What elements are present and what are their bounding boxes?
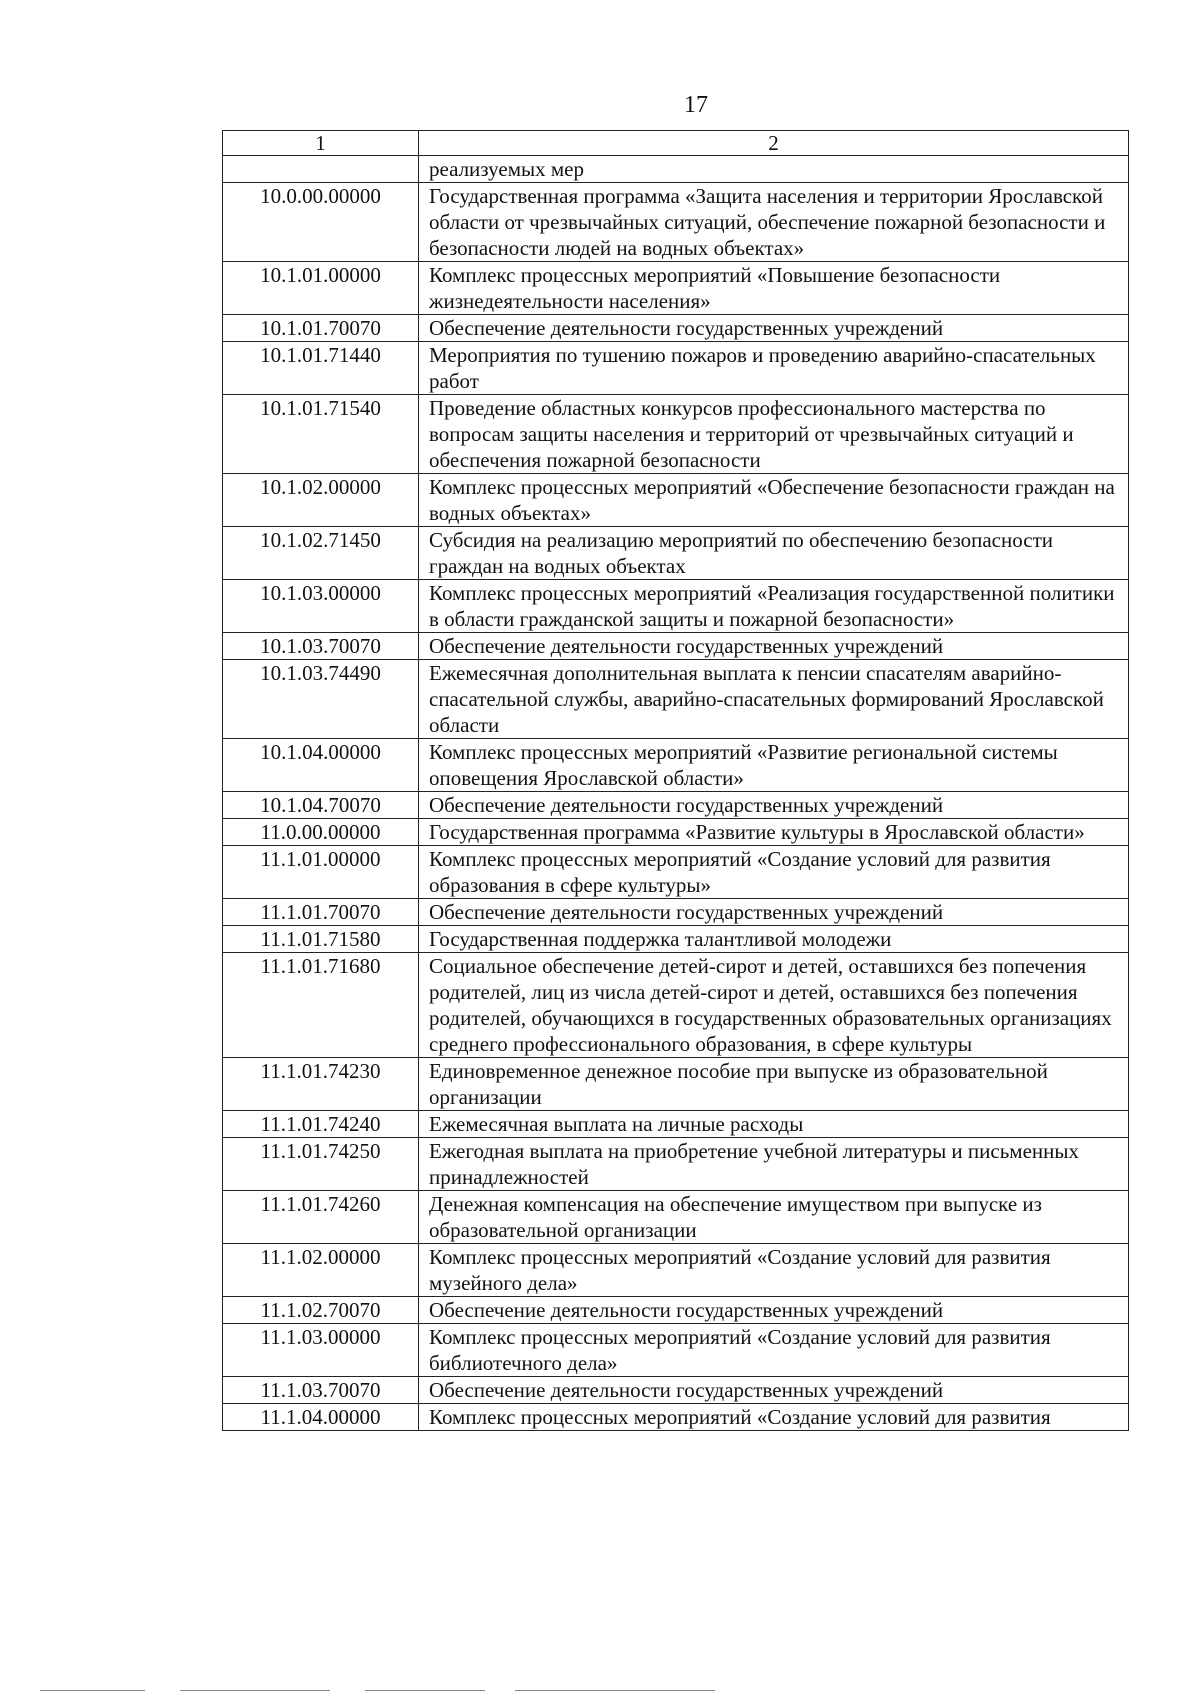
row-description: реализуемых мер — [419, 156, 1129, 183]
table-row — [223, 474, 1129, 527]
table-row — [223, 926, 1129, 953]
row-code: 11.1.01.00000 — [223, 846, 419, 899]
row-code: 10.1.03.74490 — [223, 660, 419, 739]
row-description: Обеспечение деятельности государственных учреждений — [419, 792, 1129, 819]
table-row — [223, 156, 1129, 183]
row-description: Государственная поддержка талантливой молодежи — [419, 926, 1129, 953]
row-description: Комплекс процессных мероприятий «Повышение безопасности жизнедеятельности населения» — [419, 262, 1129, 315]
table-row — [223, 1058, 1129, 1111]
row-description: Единовременное денежное пособие при выпуске из образовательной организации — [419, 1058, 1129, 1111]
row-code: 10.1.04.00000 — [223, 739, 419, 792]
document-table — [222, 130, 1129, 1431]
table-row — [223, 395, 1129, 474]
row-code: 11.0.00.00000 — [223, 819, 419, 846]
row-code: 10.1.01.71540 — [223, 395, 419, 474]
table-row — [223, 1244, 1129, 1297]
row-description: Ежегодная выплата на приобретение учебной литературы и письменных принадлежностей — [419, 1138, 1129, 1191]
row-description: Обеспечение деятельности государственных учреждений — [419, 633, 1129, 660]
table-row — [223, 660, 1129, 739]
row-code: 11.1.01.70070 — [223, 899, 419, 926]
table-row — [223, 1297, 1129, 1324]
row-code: 11.1.02.00000 — [223, 1244, 419, 1297]
row-description: Обеспечение деятельности государственных учреждений — [419, 899, 1129, 926]
table-row — [223, 183, 1129, 262]
row-description: Социальное обеспечение детей-сирот и детей, оставшихся без попечения родителей, лиц из числа детей-сирот и детей, оставшихся без попечения родителей, обучающихся в государственных образовательных организациях среднего профессионального образования, в сфере культуры — [419, 953, 1129, 1058]
row-description: Ежемесячная дополнительная выплата к пенсии спасателям аварийно-спасательной службы, аварийно-спасательных формирований Ярославской области — [419, 660, 1129, 739]
row-code: 10.1.04.70070 — [223, 792, 419, 819]
table-row — [223, 846, 1129, 899]
row-description: Ежемесячная выплата на личные расходы — [419, 1111, 1129, 1138]
row-description: Обеспечение деятельности государственных учреждений — [419, 1377, 1129, 1404]
row-description: Мероприятия по тушению пожаров и проведению аварийно-спасательных работ — [419, 342, 1129, 395]
column-header-2: 2 — [419, 131, 1129, 156]
page-number: 17 — [684, 92, 708, 118]
row-code: 11.1.01.71580 — [223, 926, 419, 953]
scan-artifact-lines — [0, 1690, 1200, 1692]
row-code: 11.1.04.00000 — [223, 1404, 419, 1431]
table-row — [223, 315, 1129, 342]
row-description: Субсидия на реализацию мероприятий по обеспечению безопасности граждан на водных объектах — [419, 527, 1129, 580]
row-code: 10.1.01.00000 — [223, 262, 419, 315]
table-row — [223, 1404, 1129, 1431]
table-row — [223, 1377, 1129, 1404]
row-description: Государственная программа «Защита населения и территории Ярославской области от чрезвычайных ситуаций, обеспечение пожарной безопасности и безопасности людей на водных объектах» — [419, 183, 1129, 262]
row-code: 11.1.01.74230 — [223, 1058, 419, 1111]
row-code: 11.1.01.74260 — [223, 1191, 419, 1244]
table-row — [223, 1138, 1129, 1191]
document-table-container — [222, 130, 1128, 1431]
row-description: Комплекс процессных мероприятий «Создание условий для развития библиотечного дела» — [419, 1324, 1129, 1377]
row-description: Комплекс процессных мероприятий «Развитие региональной системы оповещения Ярославской области» — [419, 739, 1129, 792]
row-description: Комплекс процессных мероприятий «Создание условий для развития — [419, 1404, 1129, 1431]
table-row — [223, 1111, 1129, 1138]
table-row — [223, 633, 1129, 660]
table-row — [223, 739, 1129, 792]
row-code: 10.1.03.00000 — [223, 580, 419, 633]
row-description: Проведение областных конкурсов профессионального мастерства по вопросам защиты населения и территорий от чрезвычайных ситуаций и обеспечения пожарной безопасности — [419, 395, 1129, 474]
row-description: Комплекс процессных мероприятий «Создание условий для развития образования в сфере культуры» — [419, 846, 1129, 899]
table-row — [223, 262, 1129, 315]
row-description: Обеспечение деятельности государственных учреждений — [419, 1297, 1129, 1324]
table-row — [223, 953, 1129, 1058]
table-row — [223, 1191, 1129, 1244]
row-code: 11.1.01.74240 — [223, 1111, 419, 1138]
row-description: Денежная компенсация на обеспечение имуществом при выпуске из образовательной организации — [419, 1191, 1129, 1244]
row-code — [223, 156, 419, 183]
table-row — [223, 899, 1129, 926]
table-row — [223, 342, 1129, 395]
row-description: Комплекс процессных мероприятий «Обеспечение безопасности граждан на водных объектах» — [419, 474, 1129, 527]
row-description: Комплекс процессных мероприятий «Создание условий для развития музейного дела» — [419, 1244, 1129, 1297]
row-code: 10.1.03.70070 — [223, 633, 419, 660]
table-row — [223, 580, 1129, 633]
table-row — [223, 792, 1129, 819]
row-description: Обеспечение деятельности государственных учреждений — [419, 315, 1129, 342]
row-code: 10.1.01.71440 — [223, 342, 419, 395]
row-code: 11.1.02.70070 — [223, 1297, 419, 1324]
row-code: 10.1.01.70070 — [223, 315, 419, 342]
row-code: 11.1.01.71680 — [223, 953, 419, 1058]
row-code: 11.1.01.74250 — [223, 1138, 419, 1191]
table-header-row — [223, 131, 1129, 156]
row-description: Государственная программа «Развитие культуры в Ярославской области» — [419, 819, 1129, 846]
table-row — [223, 1324, 1129, 1377]
column-header-1: 1 — [223, 131, 419, 156]
table-row — [223, 527, 1129, 580]
row-code: 11.1.03.00000 — [223, 1324, 419, 1377]
row-code: 11.1.03.70070 — [223, 1377, 419, 1404]
row-code: 10.1.02.00000 — [223, 474, 419, 527]
row-code: 10.1.02.71450 — [223, 527, 419, 580]
row-description: Комплекс процессных мероприятий «Реализация государственной политики в области гражданской защиты и пожарной безопасности» — [419, 580, 1129, 633]
table-row — [223, 819, 1129, 846]
row-code: 10.0.00.00000 — [223, 183, 419, 262]
